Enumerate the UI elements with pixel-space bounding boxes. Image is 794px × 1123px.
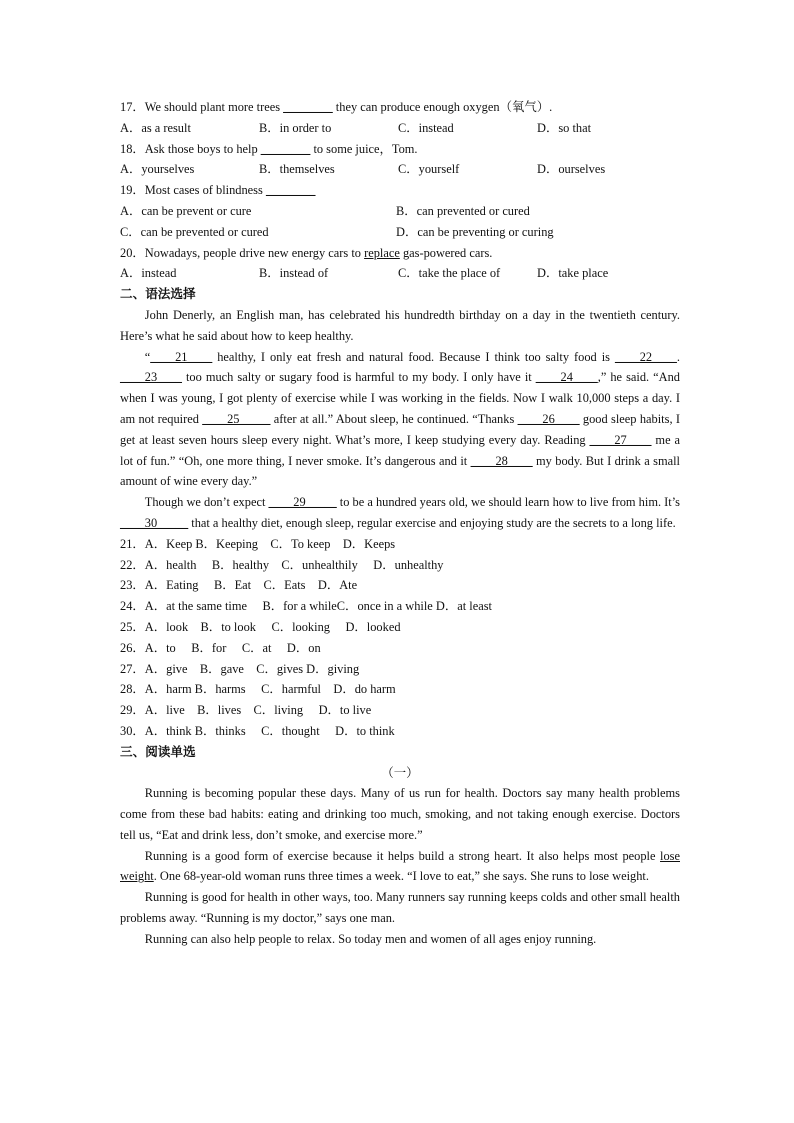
paragraph: “____21____ healthy, I only eat fresh and natural food. Because I think too salty food is ____22____. ____23____ too much salty or sugary food is harmful to my body. I only have it ____24____,” he said. “And when I was young, I got plenty of exercise while I was working in the fields. Now I walk 10,000 steps a day. I am not required ____25_____ after at all.” About sleep, he continued. “Thanks ____26____ good sleep habits, I get at least seven hours sleep every night. What’s more, I keep studying every day. Reading ____27____ me a lot of fun.” “Oh, one more thing, I never smoke. It’s dangerous and it ____28____ my body. But I drink a small amount of wine every day.” <box>120 349 681 489</box>
paragraph: Though we don’t expect ____29_____ to be a hundred years old, we should learn how to live from him. It’s ____30_____ that a healthy diet, enough sleep, regular exercise and enjoying study are the secrets to a long life. <box>120 495 680 530</box>
option-row-23: 23．A．Eating B．Eat C．Eats D．Ate <box>120 578 358 593</box>
paragraph: Running is a good form of exercise because it helps build a strong heart. It also helps most people lose weight. One 68-year-old woman runs three times a week. “I love to eat,” she says. She runs to lose weight. <box>120 848 680 884</box>
option-row-26: 26．A．to B．for C．at D．on <box>120 640 321 655</box>
option: A．as a result <box>120 120 191 135</box>
section-heading-grammar: 二、语法选择 <box>120 286 196 302</box>
exam-page <box>120 97 680 950</box>
paragraph: Running is becoming popular these days. Many of us run for health. Doctors say many health problems come from these bad habits: eating and drinking too much, smoking, and not taking enough exercise. Doctors tell us, “Eat and drink less, don’t smoke, and exercise more.” <box>120 786 680 842</box>
option: D．take place <box>537 266 609 281</box>
options-19-row1 <box>120 201 680 222</box>
option-row-24: 24．A．at the same time B．for a whileC．once in a while D．at least <box>120 599 492 614</box>
option-row-29: 29．A．live B．lives C．living D．to live <box>120 703 372 718</box>
option: B．can prevented or cured <box>396 203 530 218</box>
blank: ________ <box>260 141 311 156</box>
option-row-21: 21．A．Keep B．Keeping C．To keep D．Keeps <box>120 536 396 551</box>
question-19: 19．Most cases of blindness ________ <box>120 183 316 198</box>
reading-passage <box>120 783 680 949</box>
question-17: 17．We should plant more trees ________ they can produce enough oxygen（氧气）. <box>120 100 553 114</box>
underlined-word: replace <box>364 245 400 260</box>
options-20 <box>120 263 680 284</box>
paragraph: John Denerly, an English man, has celebrated his hundredth birthday on a day in the twentieth century. Here’s what he said about how to keep healthy. <box>120 307 680 343</box>
option-row-30: 30．A．think B．thinks C．thought D．to think <box>120 723 395 738</box>
paragraph: Running can also help people to relax. So today men and women of all ages enjoy running. <box>144 931 597 946</box>
section-heading-reading: 三、阅读单选 <box>120 743 196 759</box>
option: C．can be prevented or cured <box>120 224 269 239</box>
option-row-28: 28．A．harm B．harms C．harmful D．do harm <box>120 682 396 697</box>
passage-number: （一） <box>381 765 419 780</box>
paragraph: Running is good for health in other ways, too. Many runners say running keeps colds and other small health problems away. “Running is my doctor,” says one man. <box>120 890 680 926</box>
blank: ________ <box>283 100 333 114</box>
question-18: 18．Ask those boys to help ________ to some juice，Tom. <box>120 141 418 156</box>
option: C．yourself <box>398 162 460 177</box>
blank: ________ <box>265 183 316 198</box>
option-row-27: 27．A．give B．gave C．gives D．giving <box>120 661 360 676</box>
underlined-phrase: lose weight <box>120 848 680 884</box>
option: A．yourselves <box>120 162 195 177</box>
grammar-options <box>120 534 680 742</box>
option: A．instead <box>120 266 177 281</box>
option: D．so that <box>537 120 592 135</box>
option: B．in order to <box>259 120 332 135</box>
question-20: 20．Nowadays, people drive new energy cars to replace gas-powered cars. <box>120 245 493 260</box>
grammar-passage <box>120 305 680 534</box>
option: D．can be preventing or curing <box>396 224 554 239</box>
option: D．ourselves <box>537 162 606 177</box>
option: B．instead of <box>259 266 329 281</box>
option: C．take the place of <box>398 266 501 281</box>
options-18 <box>120 159 680 180</box>
option: C．instead <box>398 120 454 135</box>
option: A．can be prevent or cure <box>120 203 252 218</box>
options-17 <box>120 118 680 139</box>
option-row-22: 22．A．health B．healthy C．unhealthily D．unhealthy <box>120 557 444 572</box>
option-row-25: 25．A．look B．to look C．looking D．looked <box>120 619 401 634</box>
option: B．themselves <box>259 162 335 177</box>
options-19-row2 <box>120 222 680 243</box>
